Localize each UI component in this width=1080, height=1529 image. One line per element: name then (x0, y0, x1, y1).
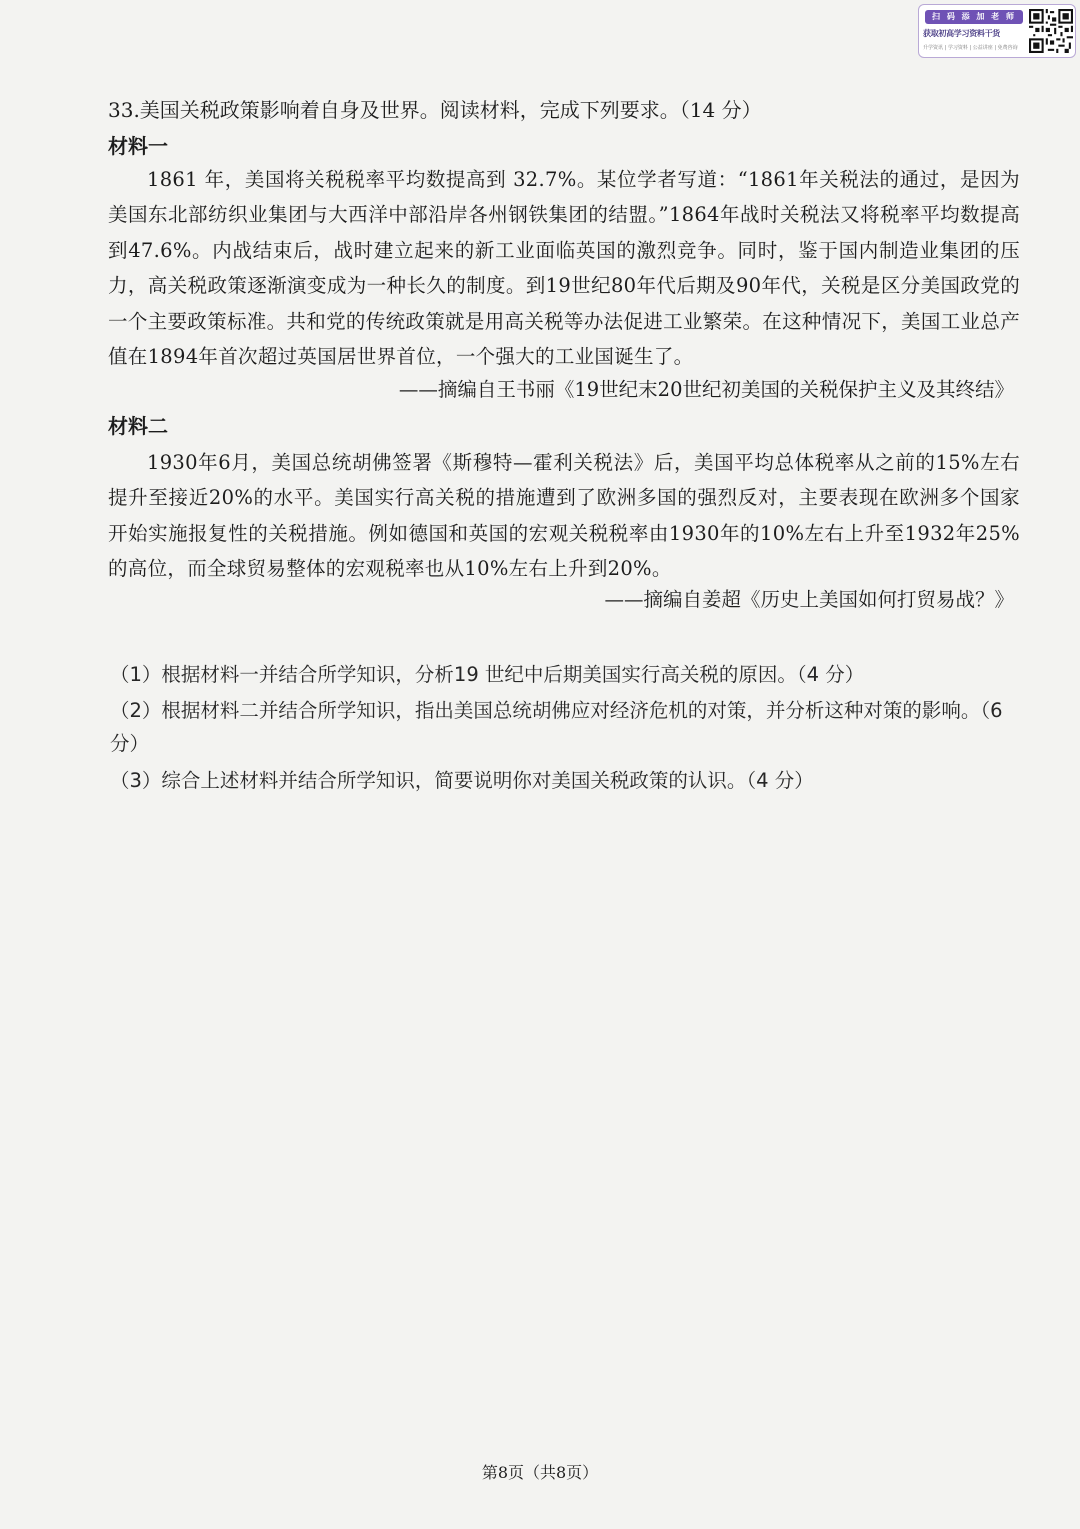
sub-question-3: （3）综合上述材料并结合所学知识，简要说明你对美国关税政策的认识。（4 分） (110, 769, 814, 792)
material-2-source: ——摘编自姜超《历史上美国如何打贸易战？》 (604, 588, 1014, 611)
question-heading: 33.美国关税政策影响着自身及世界。阅读材料，完成下列要求。（14 分） (108, 98, 762, 122)
promo-title: 扫 码 添 加 老 师 (925, 10, 1023, 24)
sub-question-1: （1）根据材料一并结合所学知识，分析19 世纪中后期美国实行高关税的原因。（4 分） (110, 663, 865, 686)
material-1-text: 1861 年，美国将关税税率平均数提高到 32.7%。某位学者写道：“1861年关税法的通过，是因为美国东北部纺织业集团与大西洋中部沿岸各州钢铁集团的结盟。”1864年战时关税法又将税率平均数提高到47.6%。内战结束后，战时建立起来的新工业面临英国的激烈竞争。同时，鉴于国内制造业集团的压力，高关税政策逐渐演变成为一种长久的制度。到19世纪80年代后期及90年代，关税是区分美国政党的一个主要政策标准。共和党的传统政策就是用高关税等办法促进工业繁荣。在这种情况下，美国工业总产值在1894年首次超过英国居世界首位，一个强大的工业国诞生了。 (108, 168, 1020, 369)
material-1-source: ——摘编自王书丽《19世纪末20世纪初美国的关税保护主义及其终结》 (398, 378, 1014, 401)
material-2-text: 1930年6月，美国总统胡佛签署《斯穆特—霍利关税法》后，美国平均总体税率从之前的15%左右提升至接近20%的水平。美国实行高关税的措施遭到了欧洲多国的强烈反对，主要表现在欧洲多个国家开始实施报复性的关税措施。例如德国和英国的宏观关税税率由1930年的10%左右上升至1932年25%的高位，而全球贸易整体的宏观税率也从10%左右上升到20%。 (108, 451, 1020, 581)
promo-badge[interactable] (918, 4, 1076, 58)
page-number: 第8页（共8页） (481, 1463, 599, 1482)
qr-code-icon[interactable] (1029, 9, 1073, 53)
promo-subtitle: 获取初高学习资料干货 (923, 29, 1000, 38)
material-1-label: 材料一 (108, 134, 168, 158)
sub-question-2: （2）根据材料二并结合所学知识，指出美国总统胡佛应对经济危机的对策，并分析这种对策的影响。（6分） (110, 699, 1003, 755)
promo-tags: 升学资讯 | 学习资料 | 公益讲座 | 免费咨询 (923, 45, 1018, 51)
material-2-label: 材料二 (108, 414, 168, 438)
